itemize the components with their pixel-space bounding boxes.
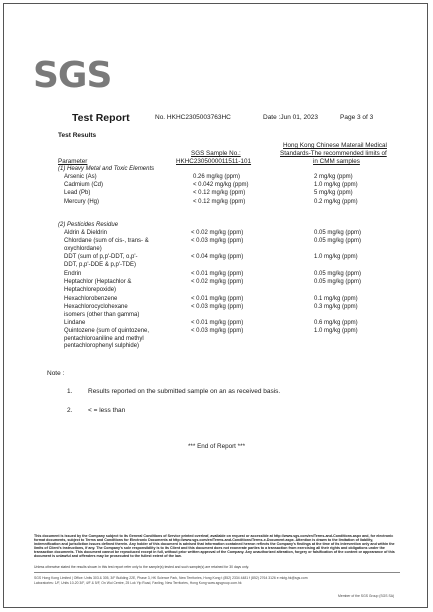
result-value: < 0.03 mg/kg (ppm) — [191, 238, 244, 244]
parameter-name-cont: Heptachlorepoxide) — [64, 286, 117, 293]
parameter-name: Lead (Pb) — [64, 190, 91, 197]
note-1-text: Results reported on the submitted sample on an as received basis. — [88, 388, 281, 395]
result-value: < 0.12 mg/kg (ppm) — [193, 190, 246, 197]
parameter-name: DDT (sum of p,p'-DDT, o,p'- — [64, 254, 138, 260]
limit-value: 1.0 mg/kg (ppm) — [314, 254, 358, 260]
parameter-name-cont: oxychlordane) — [64, 245, 102, 252]
note-label: Note : — [47, 370, 65, 377]
limit-value: 0.05 mg/kg (ppm) — [314, 238, 362, 244]
result-value: < 0.042 mg/kg (ppm) — [193, 182, 249, 189]
result-value: < 0.01 mg/kg (ppm) — [191, 296, 244, 302]
report-number: No. HKHC2305003763HC — [155, 114, 231, 121]
page-number: Page 3 of 3 — [340, 114, 374, 121]
limit-value: 0.1 mg/kg (ppm) — [314, 296, 358, 302]
result-value: < 0.01 mg/kg (ppm) — [191, 320, 244, 326]
sgs-logo: SGS — [33, 55, 112, 96]
sample-header-line2: HKHC2305000011511-101 — [176, 158, 252, 165]
limit-value: 2 mg/kg (ppm) — [314, 174, 353, 180]
result-value: < 0.03 mg/kg (ppm) — [191, 328, 244, 334]
parameter-name: Endrin — [64, 271, 82, 277]
parameter-name-cont: pentachlorophenyl sulphide) — [64, 343, 140, 350]
parameter-name: Hexachlorocyclohexane — [64, 304, 128, 310]
note-2-number: 2. — [67, 407, 73, 414]
footer-address-line1: SGS Hong Kong Limited | Office: Units 303 & 305, 3/F Building 22E, Phase 3, HK Science Park, New Territories, Hong Kong t (852) 2334 4481 f (852) 2764 3126 e mktg.hk@sgs.com — [34, 576, 308, 580]
footer-retention-text: Unless otherwise stated the results shown in this test report refer only to the sample(s) tested and such sample(s) are retained for 30 days only. — [34, 565, 249, 569]
parameter-name: Aldrin & Dieldrin — [64, 230, 108, 236]
parameter-name: Chlordane (sum of cis-, trans- & — [64, 238, 149, 244]
parameter-name-cont: isomers (other than gamma) — [64, 311, 140, 318]
limit-value: 0.2 mg/kg (ppm) — [314, 198, 358, 205]
footer-address-line2: Laboratories: 1/F, Units 10-20 3/F, 4/F & 5/F, On Wui Centre, 25 Lok Yip Road, Fanling, New Territories, Hong Kong www.sgsgroup.com.hk — [34, 580, 242, 585]
result-value: < 0.02 mg/kg (ppm) — [191, 279, 244, 285]
limit-value: 0.05 mg/kg (ppm) — [314, 230, 362, 236]
parameter-name: Lindane — [64, 320, 86, 326]
footer-address — [34, 576, 308, 585]
report-title: Test Report — [72, 112, 130, 124]
section-title: Test Results — [58, 132, 97, 139]
parameter-name: Arsenic (As) — [64, 174, 97, 180]
end-of-report: *** End of Report *** — [187, 443, 246, 450]
footer-divider — [34, 572, 400, 573]
parameter-name-cont: DDT, p,p'-DDE & p,p'-TDE) — [64, 261, 136, 268]
note-2-text: < = less than — [88, 407, 126, 414]
parameter-name: Mercury (Hg) — [64, 198, 100, 205]
group-pesticides: (2) Pesticides Residue — [58, 222, 119, 228]
limits-header-line1: Hong Kong Chinese Materail Medical — [283, 142, 387, 149]
limit-value: 0.3 mg/kg (ppm) — [314, 304, 358, 310]
note-1-number: 1. — [67, 388, 73, 395]
limits-header-line3: in CMM samples — [313, 158, 360, 165]
result-value: < 0.02 mg/kg (ppm) — [191, 230, 244, 236]
parameter-name: Quintozene (sum of quintozene, — [64, 328, 150, 334]
parameter-name-cont: pentachloroaniline and methyl — [64, 335, 144, 342]
limit-value: 1.0 mg/kg (ppm) — [314, 182, 358, 189]
result-value: < 0.12 mg/kg (ppm) — [193, 198, 246, 205]
limit-value: 1.0 mg/kg (ppm) — [314, 328, 358, 334]
limit-value: 0.6 mg/kg (ppm) — [314, 320, 358, 326]
limit-value: 0.05 mg/kg (ppm) — [314, 271, 362, 277]
parameter-name: Heptachlor (Heptachlor & — [64, 279, 132, 285]
sample-header-line1: SGS Sample No.: — [191, 150, 241, 157]
result-value: 0.26 mg/kg (ppm) — [193, 174, 241, 180]
limits-header-line2: Standards-The recommended limits of — [280, 150, 387, 157]
report-date: Date :Jun 01, 2023 — [263, 114, 318, 121]
footer-member: Member of the SGS Group (SGS SA) — [338, 594, 395, 598]
parameter-header: Parameter — [58, 158, 88, 165]
result-value: < 0.03 mg/kg (ppm) — [191, 304, 244, 310]
parameter-name: Cadmium (Cd) — [64, 182, 104, 189]
footer-legal-text: This document is issued by the Company subject to its General Conditions of Service printed overleaf, available on request or accessible at http://www.sgs.com/en/Terms-and-Conditions.aspx and, for electronic format documents, subject to Terms and Conditions for Electronic Documents at http://www.sgs.com/en/Terms-and-Conditions/Terms-e-Document.aspx. Attention is drawn to the limitation of liability, indemnification and jurisdiction issues defined therein. Any holder of this document is advised that information contained hereon reflects the Company's findings at the time of its intervention only and within the limits of Client's instructions, if any. The Company's sole responsibility is to its Client and this document does not exonerate parties to a transaction from exercising all their rights and obligations under the transaction documents. This document cannot be reproduced except in full, without prior written approval of the Company. Any unauthorized alteration, forgery or falsification of the content or appearance of this document is unlawful and offenders may be prosecuted to the fullest extent of the law. — [34, 534, 395, 558]
result-value: < 0.01 mg/kg (ppm) — [191, 271, 244, 277]
limit-value: 5 mg/kg (ppm) — [314, 190, 353, 197]
result-value: < 0.04 mg/kg (ppm) — [191, 254, 244, 260]
parameter-name: Hexachlorobenzene — [64, 296, 118, 302]
group-heavy-metals: (1) Heavy Metal and Toxic Elements — [58, 166, 155, 172]
limit-value: 0.05 mg/kg (ppm) — [314, 279, 362, 285]
